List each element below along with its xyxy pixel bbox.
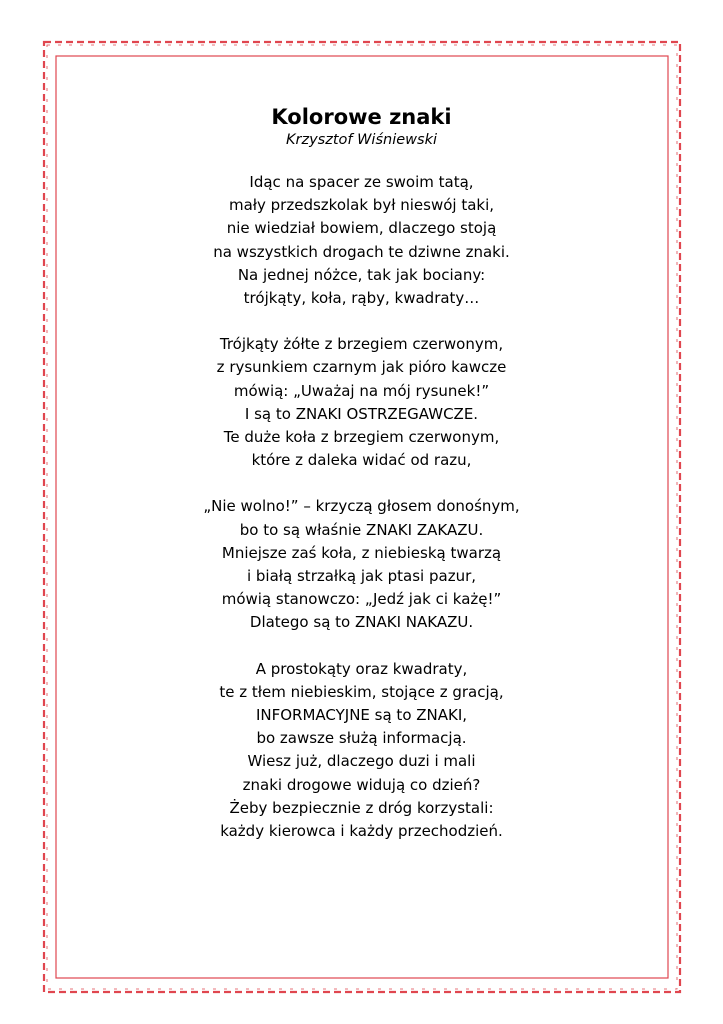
poem-line: znaki drogowe widują co dzień? bbox=[242, 775, 481, 794]
poem-author: Krzysztof Wiśniewski bbox=[286, 132, 437, 148]
poem-line: mały przedszkolak był nieswój taki, bbox=[228, 196, 495, 215]
poem-line: Wiesz już, dlaczego duzi i mali bbox=[247, 752, 476, 771]
poem-line: Na jednej nóżce, tak jak bociany: bbox=[237, 265, 486, 284]
poem-line: „Nie wolno!” – krzyczą głosem donośnym, bbox=[203, 497, 520, 516]
stanza-3 bbox=[60, 495, 663, 634]
poem-line: I są to ZNAKI OSTRZEGAWCZE. bbox=[244, 404, 479, 423]
stanza-4 bbox=[60, 658, 663, 844]
poem-line: które z daleka widać od razu, bbox=[251, 451, 472, 470]
poem-title: Kolorowe znaki bbox=[271, 105, 452, 129]
stanza-1 bbox=[60, 171, 663, 310]
poem-line: Żeby bezpiecznie z dróg korzystali: bbox=[229, 798, 494, 817]
poem-line: te z tłem niebieskim, stojące z gracją, bbox=[219, 682, 504, 701]
poem-line: mówią stanowczo: „Jedź jak ci każę!” bbox=[221, 590, 502, 609]
poem-line: na wszystkich drogach te dziwne znaki. bbox=[213, 242, 510, 261]
poem-line: A prostokąty oraz kwadraty, bbox=[255, 659, 468, 678]
poem-document bbox=[60, 104, 663, 866]
poem-line: i białą strzałką jak ptasi pazur, bbox=[246, 567, 477, 586]
poem-line: bo zawsze służą informacją. bbox=[256, 729, 467, 748]
poem-line: Trójkąty żółte z brzegiem czerwonym, bbox=[219, 335, 504, 354]
poem-line: INFORMACYJNE są to ZNAKI, bbox=[255, 706, 468, 725]
poem-line: nie wiedział bowiem, dlaczego stoją bbox=[226, 219, 497, 238]
poem-line: Te duże koła z brzegiem czerwonym, bbox=[223, 428, 500, 447]
poem-line: trójkąty, koła, rąby, kwadraty… bbox=[243, 289, 480, 308]
poem-line: z rysunkiem czarnym jak pióro kawcze bbox=[216, 358, 507, 377]
poem-line: każdy kierowca i każdy przechodzień. bbox=[220, 822, 503, 841]
poem-line: Idąc na spacer ze swoim tatą, bbox=[249, 173, 474, 191]
poem-line: bo to są właśnie ZNAKI ZAKAZU. bbox=[239, 520, 484, 539]
poem-line: Dlatego są to ZNAKI NAKAZU. bbox=[249, 613, 474, 632]
poem-line: Mniejsze zaś koła, z niebieską twarzą bbox=[221, 543, 502, 562]
poem-line: mówią: „Uważaj na mój rysunek!” bbox=[233, 381, 490, 400]
stanza-2 bbox=[60, 333, 663, 472]
